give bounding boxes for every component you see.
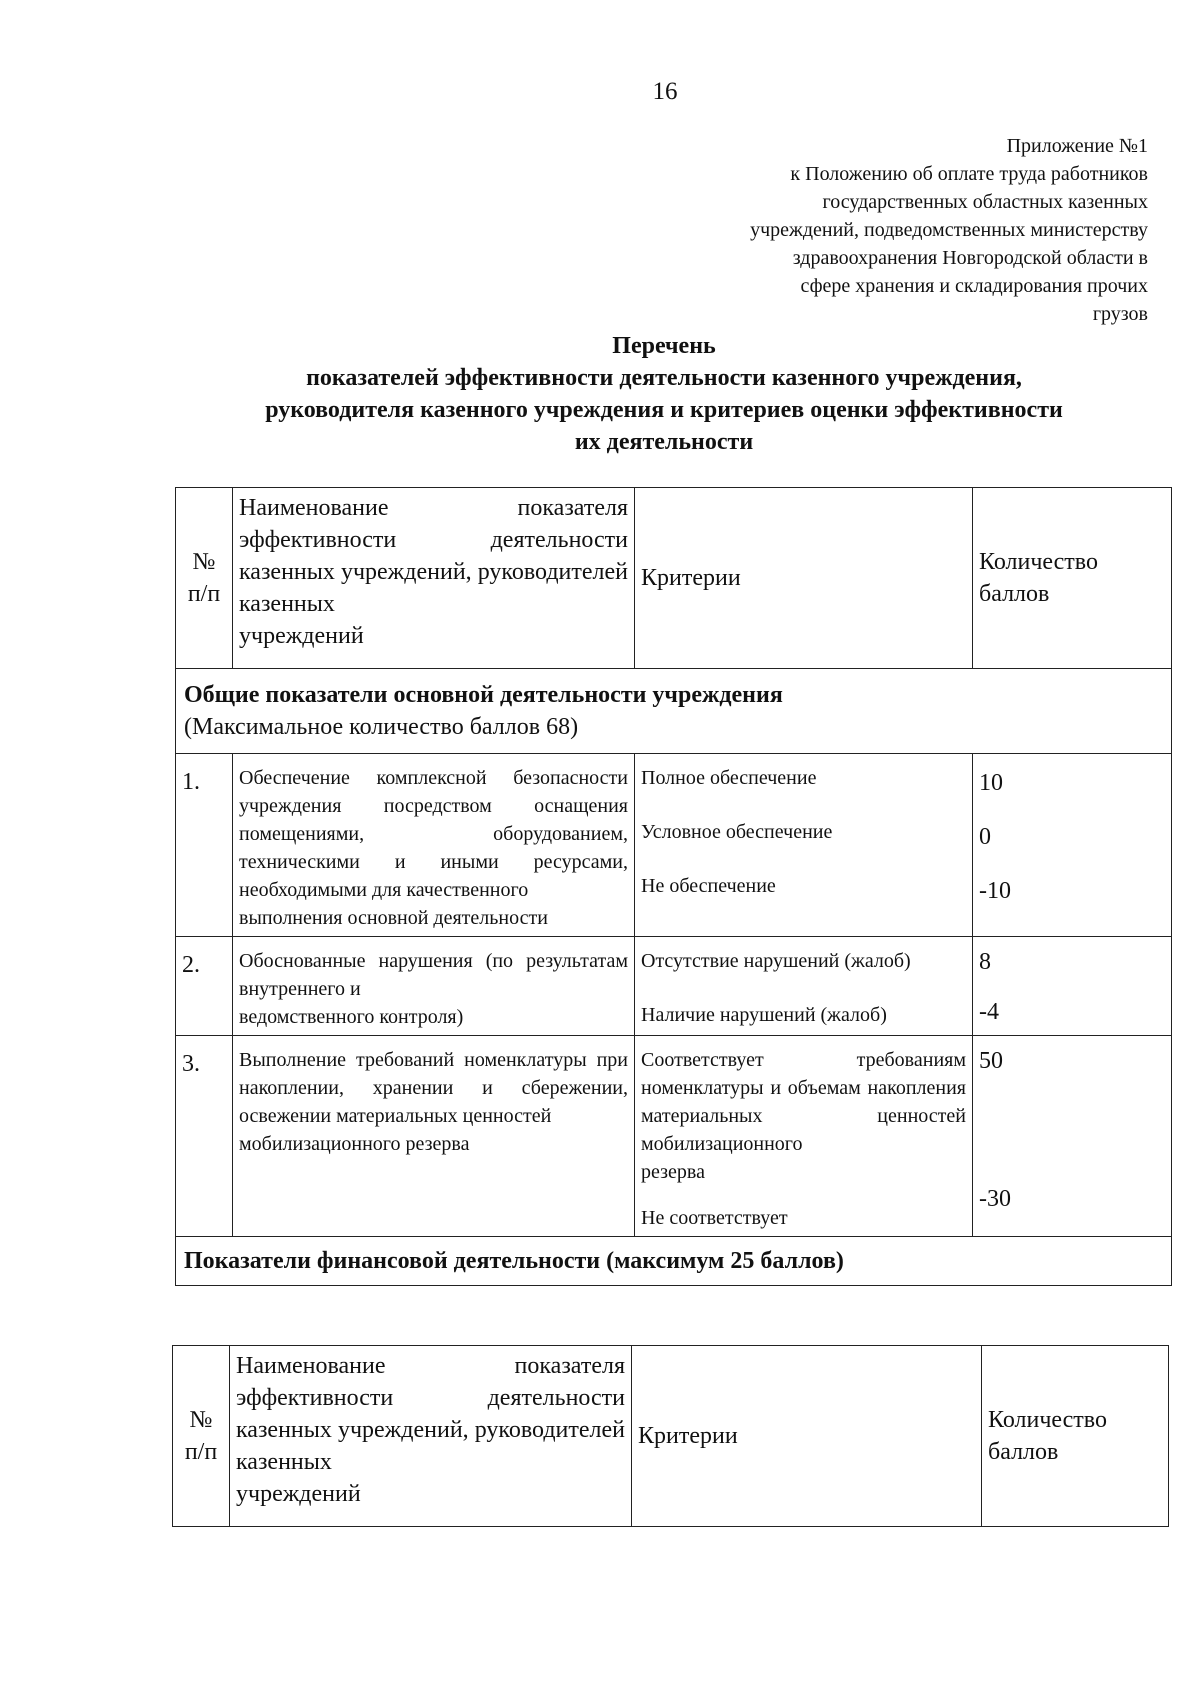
annex-line: здравоохранения Новгородской области в — [792, 247, 1148, 269]
indicators-table — [175, 487, 1172, 1286]
table-header-row — [176, 488, 1172, 669]
annex-note — [628, 132, 1148, 328]
row-indicator: Обоснованные нарушения (по результатам внутреннего и ведомственного контроля) — [233, 937, 635, 1036]
row-number: 3. — [176, 1036, 233, 1237]
title-line: показателей эффективности деятельности казенного учреждения, — [306, 365, 1022, 391]
annex-line: грузов — [1092, 303, 1148, 325]
header-num: № п/п — [173, 1346, 230, 1527]
title-line: Перечень — [612, 333, 716, 359]
annex-line: к Положению об оплате труда работников — [790, 163, 1148, 185]
row-indicator: Выполнение требований номенклатуры при накоплении, хранении и сбережении, освежении материальных ценностей мобилизационного резерва — [233, 1036, 635, 1237]
annex-line: Приложение №1 — [1006, 135, 1148, 157]
section-title: Общие показатели основной деятельности учреждения — [184, 682, 783, 708]
row-criteria: Соответствует требованиям номенклатуры и объемам накопления материальных ценностей мобилизационного резерва Не соответствует — [635, 1036, 973, 1237]
section-subtitle: (Максимальное количество баллов 68) — [184, 714, 579, 740]
header-indicator: Наименование показателя эффективности деятельности казенных учреждений, руководителей казенных учреждений — [230, 1346, 632, 1527]
section-row — [176, 1237, 1172, 1286]
title-line: руководителя казенного учреждения и критериев оценки эффективности — [265, 397, 1063, 423]
header-points: Количество баллов — [973, 488, 1172, 669]
row-points: 8 -4 — [973, 937, 1172, 1036]
row-points: 50 -30 — [973, 1036, 1172, 1237]
row-number: 1. — [176, 754, 233, 937]
financial-table-header — [172, 1345, 1169, 1527]
table-row — [176, 754, 1172, 937]
header-criteria: Критерии — [635, 488, 973, 669]
annex-line: государственных областных казенных — [822, 191, 1148, 213]
row-number: 2. — [176, 937, 233, 1036]
row-criteria: Отсутствие нарушений (жалоб) Наличие нарушений (жалоб) — [635, 937, 973, 1036]
section-row — [176, 669, 1172, 754]
section-title: Показатели финансовой деятельности (максимум 25 баллов) — [184, 1248, 844, 1274]
section-general — [176, 669, 1172, 754]
row-indicator: Обеспечение комплексной безопасности учреждения посредством оснащения помещениями, оборудованием, техническими и иными ресурсами, необходимыми для качественного выполнения основной деятельности — [233, 754, 635, 937]
table-row — [176, 1036, 1172, 1237]
header-indicator: Наименование показателя эффективности деятельности казенных учреждений, руководителей казенных учреждений — [233, 488, 635, 669]
table-header-row — [173, 1346, 1169, 1527]
page-number: 16 — [652, 78, 678, 105]
header-num: № п/п — [176, 488, 233, 669]
section-financial — [176, 1237, 1172, 1286]
header-points: Количество баллов — [982, 1346, 1169, 1527]
title-line: их деятельности — [574, 429, 754, 455]
row-points: 10 0 -10 — [973, 754, 1172, 937]
table-row — [176, 937, 1172, 1036]
annex-line: сфере хранения и складирования прочих — [800, 275, 1148, 297]
annex-line: учреждений, подведомственных министерству — [750, 219, 1148, 241]
row-criteria: Полное обеспечение Условное обеспечение Не обеспечение — [635, 754, 973, 937]
document-title — [160, 330, 1168, 458]
header-criteria: Критерии — [632, 1346, 982, 1527]
